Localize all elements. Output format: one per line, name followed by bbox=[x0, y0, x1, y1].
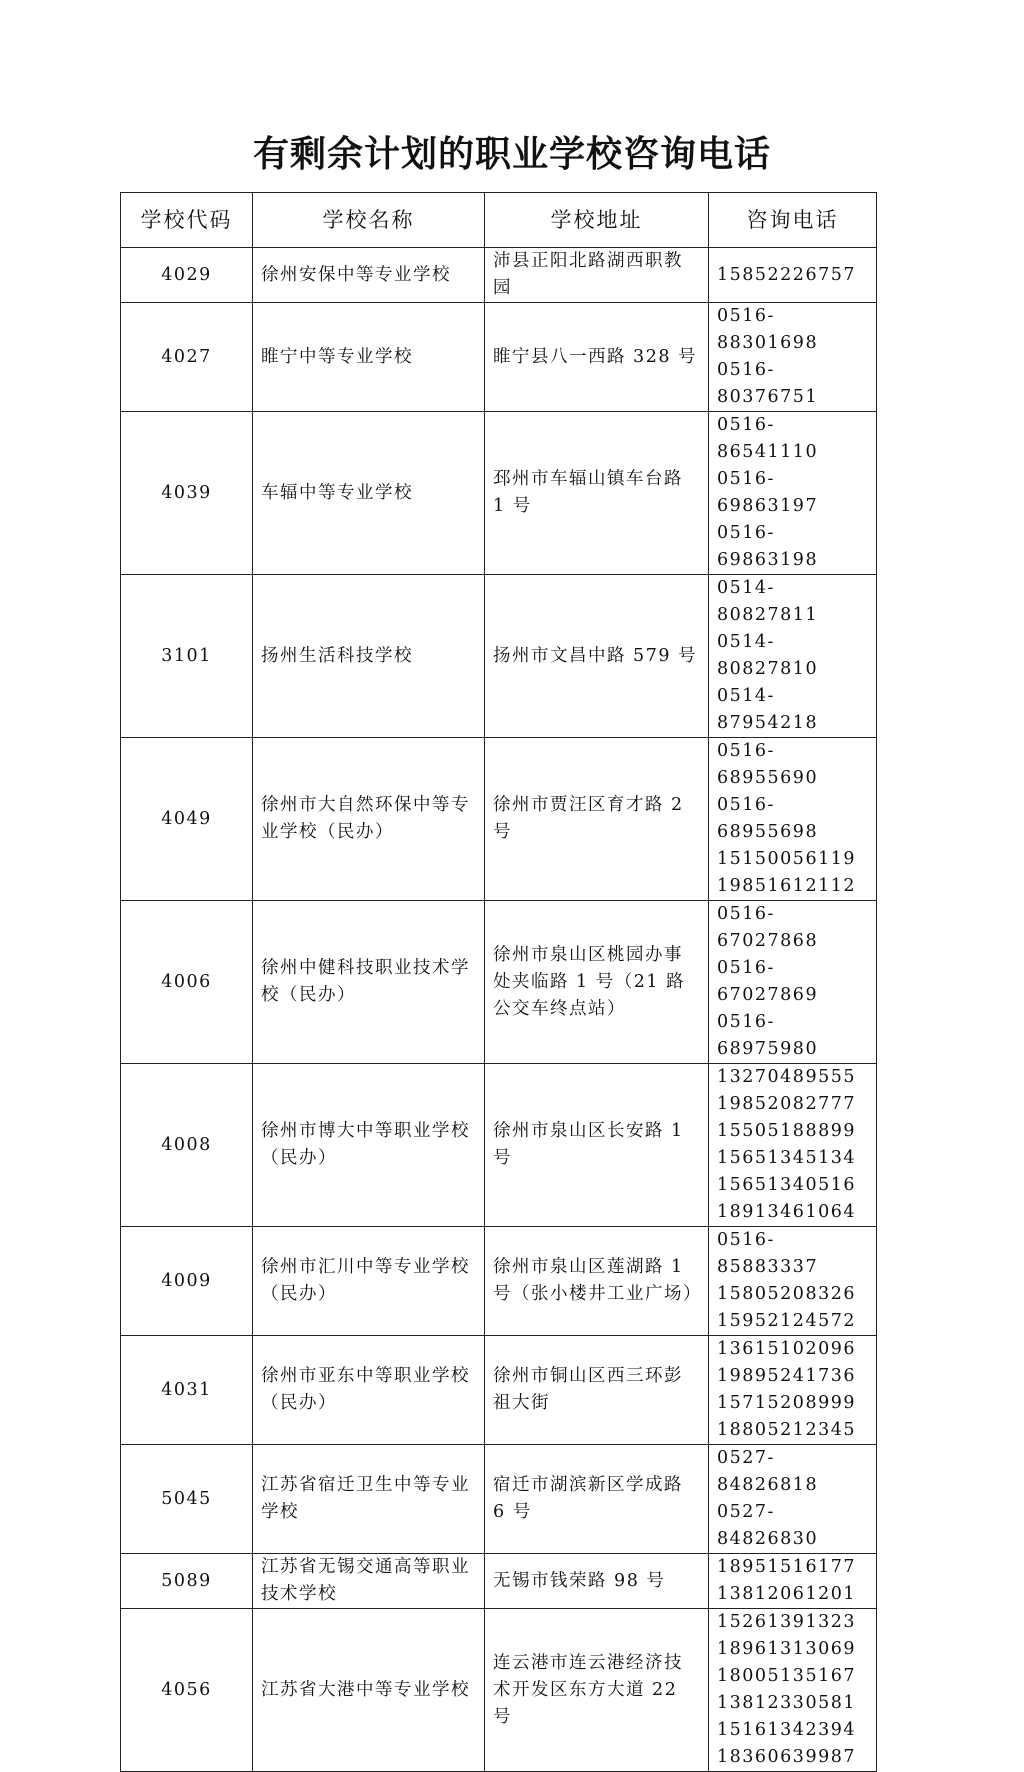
phone-number: 0516-69863197 bbox=[717, 469, 819, 516]
phone-number: 15505188899 bbox=[717, 1121, 856, 1141]
school-code-cell: 5045 bbox=[121, 1445, 253, 1554]
table-header-row bbox=[121, 193, 877, 248]
phone-number: 15161342394 bbox=[717, 1720, 856, 1740]
header-school-code: 学校代码 bbox=[121, 193, 253, 248]
phone-number: 0516-67027868 bbox=[717, 904, 819, 951]
school-name-cell: 徐州市汇川中等专业学校（民办） bbox=[253, 1227, 485, 1336]
phone-number: 0516-68975980 bbox=[717, 1012, 819, 1059]
table-row bbox=[121, 1445, 877, 1554]
phone-cell bbox=[709, 1227, 877, 1336]
school-address-cell: 徐州市铜山区西三环彭祖大街 bbox=[485, 1336, 709, 1445]
phone-number: 15651345134 bbox=[717, 1148, 856, 1168]
phone-number: 13812061201 bbox=[717, 1584, 856, 1604]
school-address-cell: 宿迁市湖滨新区学成路 6 号 bbox=[485, 1445, 709, 1554]
school-address-cell: 无锡市钱荣路 98 号 bbox=[485, 1554, 709, 1609]
phone-number: 18005135167 bbox=[717, 1666, 856, 1686]
phone-number: 18961313069 bbox=[717, 1639, 856, 1659]
phone-cell bbox=[709, 1336, 877, 1445]
phone-number: 0527-84826830 bbox=[717, 1502, 819, 1549]
phone-number: 0514-87954218 bbox=[717, 686, 819, 733]
table-row bbox=[121, 303, 877, 412]
phone-cell bbox=[709, 1445, 877, 1554]
phone-number: 19852082777 bbox=[717, 1094, 856, 1114]
phone-number: 18913461064 bbox=[717, 1202, 856, 1222]
phone-number: 0514-80827810 bbox=[717, 632, 819, 679]
school-code-cell: 4031 bbox=[121, 1336, 253, 1445]
table-row bbox=[121, 248, 877, 303]
school-name-cell: 徐州市大自然环保中等专业学校（民办） bbox=[253, 738, 485, 901]
phone-number: 0514-80827811 bbox=[717, 578, 819, 625]
phone-number: 15805208326 bbox=[717, 1284, 856, 1304]
phone-number: 0527-84826818 bbox=[717, 1448, 819, 1495]
phone-number: 0516-85883337 bbox=[717, 1230, 819, 1277]
table-body bbox=[121, 248, 877, 1772]
phone-number: 19851612112 bbox=[717, 876, 856, 896]
phone-cell bbox=[709, 1609, 877, 1772]
school-address-cell: 扬州市文昌中路 579 号 bbox=[485, 575, 709, 738]
school-name-cell: 徐州安保中等专业学校 bbox=[253, 248, 485, 303]
table-row bbox=[121, 738, 877, 901]
table-row bbox=[121, 1227, 877, 1336]
phone-number: 13615102096 bbox=[717, 1339, 856, 1359]
phone-number: 13270489555 bbox=[717, 1067, 856, 1087]
phone-number: 18951516177 bbox=[717, 1557, 856, 1577]
phone-number: 15952124572 bbox=[717, 1311, 856, 1331]
page-title: 有剩余计划的职业学校咨询电话 bbox=[252, 133, 771, 175]
phone-number: 18360639987 bbox=[717, 1747, 856, 1767]
header-phone: 咨询电话 bbox=[709, 193, 877, 248]
phone-cell bbox=[709, 738, 877, 901]
header-school-name: 学校名称 bbox=[253, 193, 485, 248]
school-name-cell: 睢宁中等专业学校 bbox=[253, 303, 485, 412]
phone-cell bbox=[709, 412, 877, 575]
table-row bbox=[121, 1554, 877, 1609]
school-code-cell: 4039 bbox=[121, 412, 253, 575]
phone-number: 0516-67027869 bbox=[717, 958, 819, 1005]
table-row bbox=[121, 412, 877, 575]
phone-number: 0516-69863198 bbox=[717, 523, 819, 570]
school-address-cell: 睢宁县八一西路 328 号 bbox=[485, 303, 709, 412]
phone-number: 13812330581 bbox=[717, 1693, 856, 1713]
phone-cell bbox=[709, 248, 877, 303]
school-code-cell: 4009 bbox=[121, 1227, 253, 1336]
phone-number: 15651340516 bbox=[717, 1175, 856, 1195]
phone-number: 0516-80376751 bbox=[717, 360, 819, 407]
phone-cell bbox=[709, 1064, 877, 1227]
school-name-cell: 徐州市博大中等职业学校（民办） bbox=[253, 1064, 485, 1227]
school-code-cell: 4008 bbox=[121, 1064, 253, 1227]
phone-number: 15715208999 bbox=[717, 1393, 856, 1413]
table-row bbox=[121, 575, 877, 738]
school-name-cell: 徐州中健科技职业技术学校（民办） bbox=[253, 901, 485, 1064]
phone-cell bbox=[709, 1554, 877, 1609]
school-code-cell: 3101 bbox=[121, 575, 253, 738]
phone-cell bbox=[709, 901, 877, 1064]
school-code-cell: 4027 bbox=[121, 303, 253, 412]
school-name-cell: 江苏省宿迁卫生中等专业学校 bbox=[253, 1445, 485, 1554]
school-name-cell: 扬州生活科技学校 bbox=[253, 575, 485, 738]
phone-number: 0516-68955698 bbox=[717, 795, 819, 842]
header-school-address: 学校地址 bbox=[485, 193, 709, 248]
school-code-cell: 4056 bbox=[121, 1609, 253, 1772]
phone-cell bbox=[709, 575, 877, 738]
school-name-cell: 车辐中等专业学校 bbox=[253, 412, 485, 575]
phone-number: 19895241736 bbox=[717, 1366, 856, 1386]
table-row bbox=[121, 1064, 877, 1227]
phone-number: 15852226757 bbox=[717, 264, 856, 285]
school-address-cell: 连云港市连云港经济技术开发区东方大道 22 号 bbox=[485, 1609, 709, 1772]
school-contact-table bbox=[120, 192, 877, 1772]
school-name-cell: 江苏省大港中等专业学校 bbox=[253, 1609, 485, 1772]
phone-number: 15261391323 bbox=[717, 1612, 856, 1632]
table-row bbox=[121, 1609, 877, 1772]
school-address-cell: 徐州市贾汪区育才路 2 号 bbox=[485, 738, 709, 901]
school-name-cell: 江苏省无锡交通高等职业技术学校 bbox=[253, 1554, 485, 1609]
school-address-cell: 徐州市泉山区长安路 1 号 bbox=[485, 1064, 709, 1227]
school-code-cell: 4006 bbox=[121, 901, 253, 1064]
school-address-cell: 徐州市泉山区莲湖路 1 号（张小楼井工业广场） bbox=[485, 1227, 709, 1336]
phone-cell bbox=[709, 303, 877, 412]
school-address-cell: 沛县正阳北路湖西职教园 bbox=[485, 248, 709, 303]
phone-number: 0516-88301698 bbox=[717, 306, 819, 353]
phone-number: 0516-68955690 bbox=[717, 741, 819, 788]
school-name-cell: 徐州市亚东中等职业学校（民办） bbox=[253, 1336, 485, 1445]
phone-number: 15150056119 bbox=[717, 849, 856, 869]
table-row bbox=[121, 901, 877, 1064]
school-address-cell: 徐州市泉山区桃园办事处夹临路 1 号（21 路公交车终点站） bbox=[485, 901, 709, 1064]
school-address-cell: 邳州市车辐山镇车台路 1 号 bbox=[485, 412, 709, 575]
school-code-cell: 4049 bbox=[121, 738, 253, 901]
school-code-cell: 5089 bbox=[121, 1554, 253, 1609]
phone-number: 18805212345 bbox=[717, 1420, 856, 1440]
table-row bbox=[121, 1336, 877, 1445]
phone-number: 0516-86541110 bbox=[717, 415, 819, 462]
school-code-cell: 4029 bbox=[121, 248, 253, 303]
